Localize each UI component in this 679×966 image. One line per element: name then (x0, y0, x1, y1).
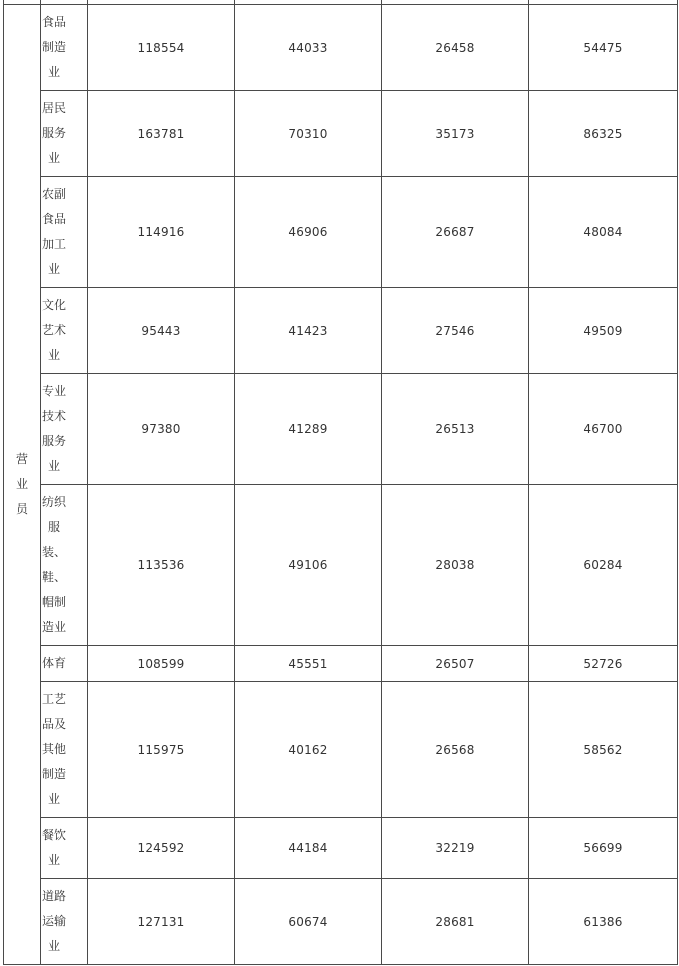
value-cell: 58562 (529, 682, 678, 818)
group-label-cell (4, 5, 41, 965)
value-cell: 28038 (382, 485, 529, 646)
value-cell: 46700 (529, 374, 678, 485)
category-cell (41, 91, 88, 177)
category-label: 道路运输业 (41, 889, 66, 953)
salary-table (3, 0, 678, 965)
table-row (4, 91, 678, 177)
category-label: 专业技术服务业 (41, 384, 66, 473)
value-cell: 41289 (235, 374, 382, 485)
table-row (4, 374, 678, 485)
category-label: 纺织服装、鞋、帽制造业 (41, 495, 66, 634)
value-cell: 52726 (529, 646, 678, 682)
table-row (4, 818, 678, 879)
category-label: 文化艺术业 (41, 298, 66, 362)
value-cell: 61386 (529, 879, 678, 965)
value-cell: 163781 (88, 91, 235, 177)
value-cell: 26507 (382, 646, 529, 682)
category-cell (41, 818, 88, 879)
category-label: 居民服务业 (41, 101, 66, 165)
table-row (4, 879, 678, 965)
value-cell: 26568 (382, 682, 529, 818)
value-cell: 28681 (382, 879, 529, 965)
table-row (4, 5, 678, 91)
value-cell: 60284 (529, 485, 678, 646)
value-cell: 108599 (88, 646, 235, 682)
value-cell: 54475 (529, 5, 678, 91)
value-cell: 113536 (88, 485, 235, 646)
category-cell (41, 485, 88, 646)
category-cell (41, 682, 88, 818)
value-cell: 27546 (382, 288, 529, 374)
value-cell: 48084 (529, 177, 678, 288)
value-cell: 45551 (235, 646, 382, 682)
value-cell: 26513 (382, 374, 529, 485)
category-cell (41, 879, 88, 965)
value-cell: 118554 (88, 5, 235, 91)
value-cell: 114916 (88, 177, 235, 288)
category-cell (41, 374, 88, 485)
category-cell (41, 288, 88, 374)
category-label: 工艺品及其他制造业 (41, 692, 66, 806)
value-cell: 46906 (235, 177, 382, 288)
value-cell: 60674 (235, 879, 382, 965)
table-row (4, 646, 678, 682)
category-cell (41, 646, 88, 682)
value-cell: 124592 (88, 818, 235, 879)
value-cell: 97380 (88, 374, 235, 485)
value-cell: 40162 (235, 682, 382, 818)
value-cell: 56699 (529, 818, 678, 879)
table-row (4, 288, 678, 374)
value-cell: 41423 (235, 288, 382, 374)
category-label: 食品制造业 (41, 15, 66, 79)
value-cell: 49106 (235, 485, 382, 646)
value-cell: 35173 (382, 91, 529, 177)
group-label: 营业员 (15, 452, 28, 516)
value-cell: 70310 (235, 91, 382, 177)
value-cell: 127131 (88, 879, 235, 965)
value-cell: 49509 (529, 288, 678, 374)
category-label: 体育 (41, 656, 66, 670)
table-row (4, 485, 678, 646)
value-cell: 26458 (382, 5, 529, 91)
category-label: 餐饮业 (41, 828, 66, 867)
table-row (4, 177, 678, 288)
value-cell: 95443 (88, 288, 235, 374)
value-cell: 86325 (529, 91, 678, 177)
value-cell: 44033 (235, 5, 382, 91)
category-cell (41, 177, 88, 288)
category-label: 农副食品加工业 (41, 187, 66, 276)
table-row (4, 682, 678, 818)
value-cell: 115975 (88, 682, 235, 818)
value-cell: 32219 (382, 818, 529, 879)
value-cell: 44184 (235, 818, 382, 879)
category-cell (41, 5, 88, 91)
value-cell: 26687 (382, 177, 529, 288)
